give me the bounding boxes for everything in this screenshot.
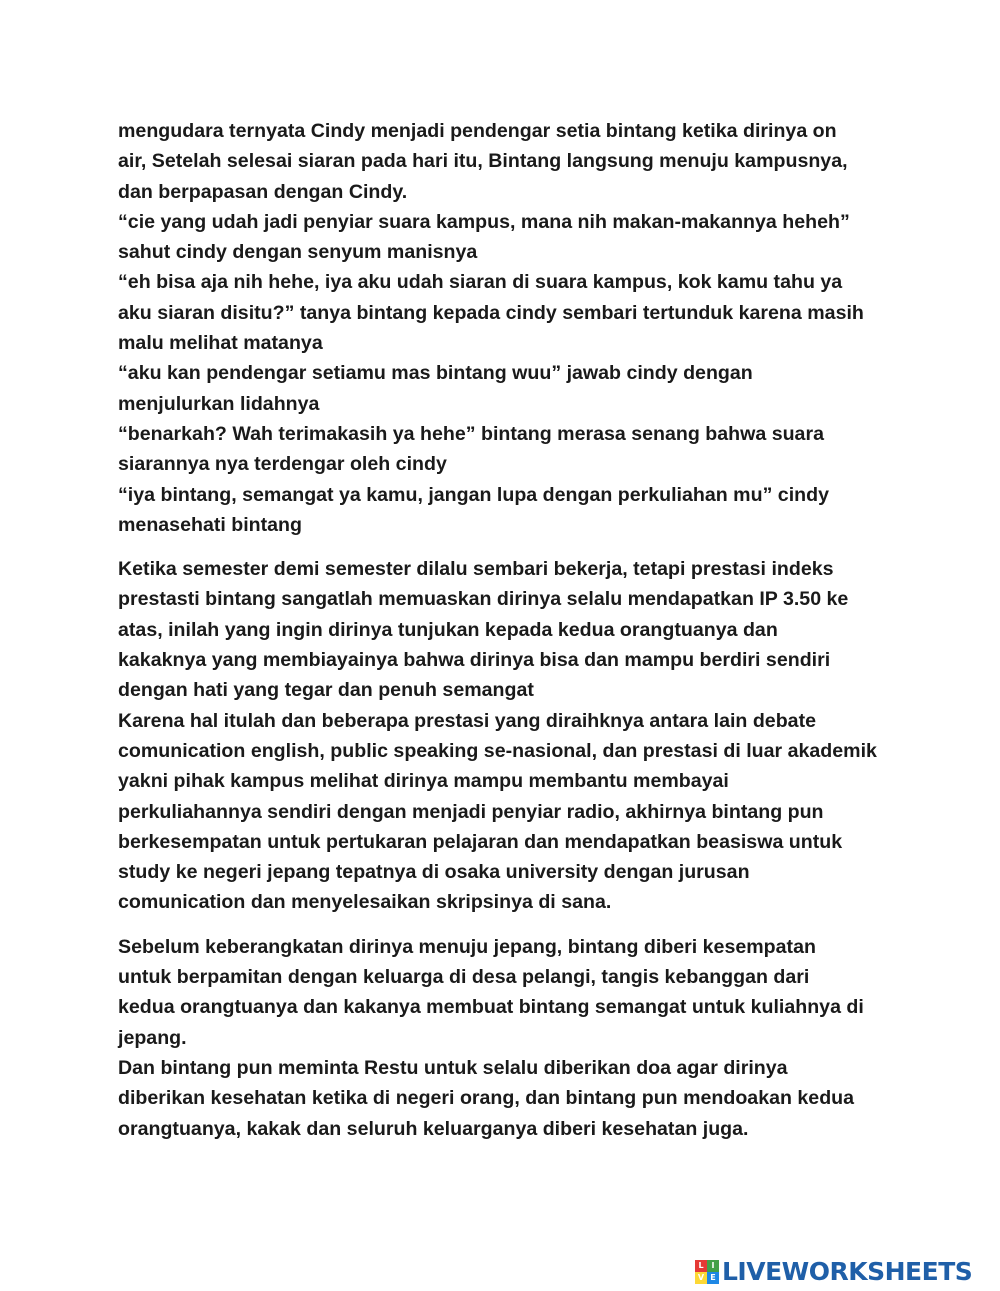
logo-mark-cell: I (707, 1260, 719, 1272)
text-line: menasehati bintang (118, 513, 302, 536)
logo-mark-cell: E (707, 1272, 719, 1284)
liveworksheets-logo (695, 1257, 972, 1287)
text-line: “aku kan pendengar setiamu mas bintang wuu” jawab cindy dengan (118, 362, 753, 385)
text-line: aku siaran disitu?” tanya bintang kepada cindy sembari tertunduk karena masih (118, 301, 864, 324)
paragraph-2 (118, 554, 888, 918)
text-line: yakni pihak kampus melihat dirinya mampu membantu membayai (118, 770, 729, 793)
text-line: dengan hati yang tegar dan penuh semangat (118, 679, 534, 702)
text-line: Ketika semester demi semester dilalu sembari bekerja, tetapi prestasi indeks (118, 558, 834, 581)
paragraph-spacer (118, 918, 888, 932)
document-body (118, 116, 888, 1144)
paragraph-3 (118, 932, 888, 1144)
text-line: malu melihat matanya (118, 332, 323, 355)
logo-mark-cell: V (695, 1272, 707, 1284)
text-line: kedua orangtuanya dan kakanya membuat bintang semangat untuk kuliahnya di (118, 996, 864, 1019)
text-line: Karena hal itulah dan beberapa prestasi yang diraihknya antara lain debate (118, 709, 816, 732)
text-line: berkesempatan untuk pertukaran pelajaran dan mendapatkan beasiswa untuk (118, 830, 843, 853)
text-line: siarannya nya terdengar oleh cindy (118, 453, 447, 476)
text-line: perkuliahannya sendiri dengan menjadi penyiar radio, akhirnya bintang pun (118, 800, 824, 823)
text-line: mengudara ternyata Cindy menjadi pendengar setia bintang ketika dirinya on (118, 120, 837, 142)
text-line: menjulurkan lidahnya (118, 392, 320, 415)
text-line: “iya bintang, semangat ya kamu, jangan lupa dengan perkuliahan mu” cindy (118, 483, 829, 506)
text-line: “eh bisa aja nih hehe, iya aku udah siaran di suara kampus, kok kamu tahu ya (118, 271, 843, 294)
logo-wordmark: LIVEWORKSHEETS (722, 1257, 973, 1286)
text-line: prestasti bintang sangatlah memuaskan dirinya selalu mendapatkan IP 3.50 ke (118, 588, 849, 611)
paragraph-1 (118, 116, 888, 540)
text-line: orangtuanya, kakak dan seluruh keluarganya diberi kesehatan juga. (118, 1117, 749, 1140)
text-line: air, Setelah selesai siaran pada hari itu, Bintang langsung menuju kampusnya, (118, 150, 848, 173)
text-line: “cie yang udah jadi penyiar suara kampus, mana nih makan-makannya heheh” (118, 210, 850, 233)
text-line: kakaknya yang membiayainya bahwa dirinya bisa dan mampu berdiri sendiri (118, 649, 831, 672)
text-line: sahut cindy dengan senyum manisnya (118, 241, 478, 264)
text-line: dan berpapasan dengan Cindy. (118, 180, 408, 203)
liveworksheets-logo-icon (695, 1260, 719, 1284)
text-line: untuk berpamitan dengan keluarga di desa pelangi, tangis kebanggan dari (118, 966, 810, 989)
text-line: atas, inilah yang ingin dirinya tunjukan kepada kedua orangtuanya dan (118, 618, 778, 641)
paragraph-spacer (118, 540, 888, 554)
text-line: Sebelum keberangkatan dirinya menuju jepang, bintang diberi kesempatan (118, 935, 816, 958)
text-line: study ke negeri jepang tepatnya di osaka university dengan jurusan (118, 861, 750, 884)
text-line: comunication english, public speaking se-nasional, dan prestasi di luar akademik (118, 739, 877, 762)
text-line: comunication dan menyelesaikan skripsinya di sana. (118, 891, 612, 914)
text-line: “benarkah? Wah terimakasih ya hehe” bintang merasa senang bahwa suara (118, 422, 824, 445)
text-line: diberikan kesehatan ketika di negeri orang, dan bintang pun mendoakan kedua (118, 1087, 855, 1110)
logo-mark-cell: L (695, 1260, 707, 1272)
text-line: jepang. (118, 1026, 187, 1049)
text-line: Dan bintang pun meminta Restu untuk selalu diberikan doa agar dirinya (118, 1056, 788, 1079)
